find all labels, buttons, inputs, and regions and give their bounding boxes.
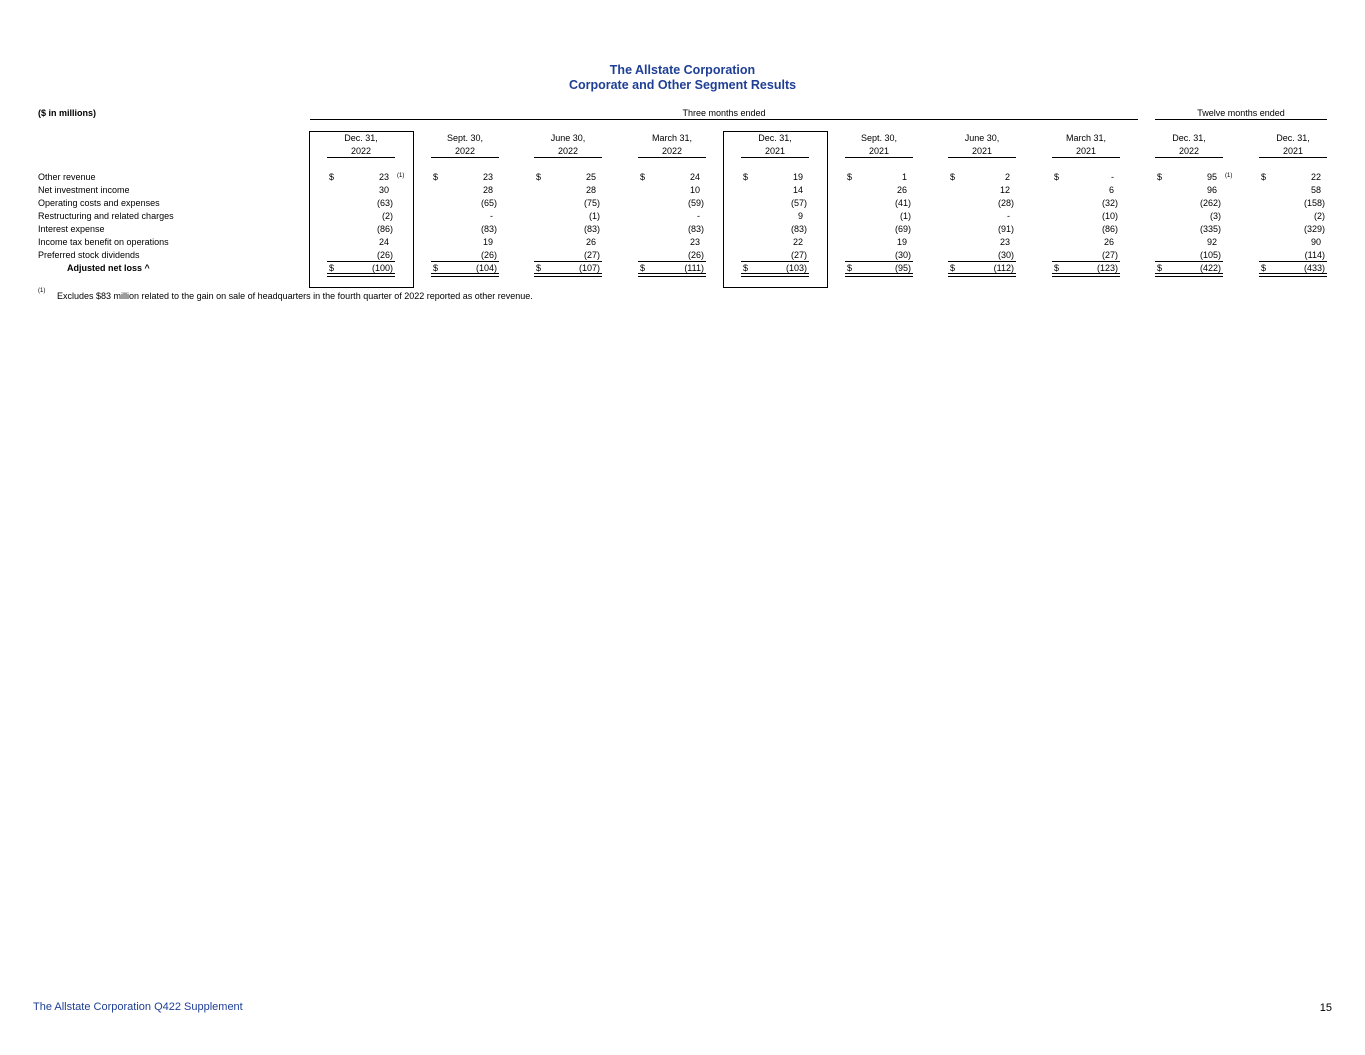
total-double-rule: [845, 273, 913, 277]
currency-symbol: $: [433, 263, 439, 273]
value-cell: 14: [792, 185, 803, 195]
value-cell: (26): [687, 250, 704, 260]
value-cell: (2): [382, 211, 393, 221]
column-period: March 31,: [1065, 133, 1107, 143]
value-cell: 23: [378, 172, 389, 182]
value-cell: (27): [583, 250, 600, 260]
value-cell: 12: [999, 185, 1010, 195]
row-label: Other revenue: [38, 172, 96, 182]
total-value-cell: (111): [684, 263, 704, 273]
currency-symbol: $: [743, 263, 749, 273]
row-label: Net investment income: [38, 185, 130, 195]
column-header: [638, 132, 706, 158]
currency-symbol: $: [640, 172, 646, 182]
value-cell: 25: [585, 172, 596, 182]
value-cell: (3): [1210, 211, 1221, 221]
value-cell: 28: [482, 185, 493, 195]
value-cell: 19: [792, 172, 803, 182]
column-year: 2022: [350, 146, 372, 156]
row-label: Interest expense: [38, 224, 105, 234]
column-header-rule: [1155, 157, 1223, 158]
value-cell: 6: [1108, 185, 1114, 195]
value-cell: -: [697, 211, 700, 221]
value-cell: 9: [797, 211, 803, 221]
column-header-rule: [1052, 157, 1120, 158]
currency-symbol: $: [1261, 172, 1267, 182]
footnote-text: Excludes $83 million related to the gain on sale of headquarters in the fourth quarter of 2022 reported as other revenue.: [57, 291, 533, 301]
value-cell: (105): [1199, 250, 1221, 260]
subtotal-rule: [1259, 261, 1327, 262]
report-title: Corporate and Other Segment Results: [568, 78, 797, 92]
value-cell: 30: [378, 185, 389, 195]
column-year: 2022: [1178, 146, 1200, 156]
subtotal-rule: [948, 261, 1016, 262]
row-label: Preferred stock dividends: [38, 250, 140, 260]
value-cell: (10): [1101, 211, 1118, 221]
total-value-cell: (107): [578, 263, 600, 273]
subtotal-rule: [534, 261, 602, 262]
total-value-cell: (95): [894, 263, 911, 273]
column-header: [327, 132, 395, 158]
column-period: Dec. 31,: [1276, 133, 1310, 143]
column-period: March 31,: [651, 133, 693, 143]
total-value-cell: (103): [785, 263, 807, 273]
value-cell: 96: [1206, 185, 1217, 195]
value-cell: (1): [589, 211, 600, 221]
footnote-ref: (1): [397, 173, 405, 179]
currency-symbol: $: [1157, 172, 1163, 182]
footnote-ref: (1): [1225, 173, 1233, 179]
value-cell: (1): [900, 211, 911, 221]
total-value-cell: (112): [993, 263, 1014, 273]
column-header-rule: [948, 157, 1016, 158]
total-double-rule: [1052, 273, 1120, 277]
row-label: Restructuring and related charges: [38, 211, 174, 221]
value-cell: (114): [1304, 250, 1325, 260]
total-value-cell: (104): [475, 263, 497, 273]
value-cell: (65): [480, 198, 497, 208]
column-header: [431, 132, 499, 158]
value-cell: 26: [896, 185, 907, 195]
group-rule-twelve-months: [1155, 119, 1327, 120]
value-cell: -: [1111, 172, 1114, 182]
value-cell: 95: [1206, 172, 1217, 182]
total-double-rule: [431, 273, 499, 277]
value-cell: 23: [999, 237, 1010, 247]
value-cell: 23: [689, 237, 700, 247]
value-cell: (83): [480, 224, 497, 234]
currency-symbol: $: [536, 263, 542, 273]
currency-symbol: $: [433, 172, 439, 182]
footer-document-name: The Allstate Corporation Q422 Supplement: [33, 1001, 243, 1013]
column-header-rule: [431, 157, 499, 158]
value-cell: (91): [997, 224, 1014, 234]
currency-symbol: $: [1261, 263, 1267, 273]
column-year: 2022: [661, 146, 683, 156]
group-label-twelve-months: Twelve months ended: [1197, 108, 1285, 118]
column-year: 2021: [1075, 146, 1097, 156]
column-header: [534, 132, 602, 158]
column-period: Sept. 30,: [860, 133, 898, 143]
subtotal-rule: [638, 261, 706, 262]
value-cell: (329): [1303, 224, 1325, 234]
value-cell: 19: [896, 237, 907, 247]
currency-symbol: $: [847, 172, 853, 182]
value-cell: (69): [894, 224, 911, 234]
value-cell: (75): [583, 198, 600, 208]
value-cell: -: [490, 211, 493, 221]
value-cell: (26): [376, 250, 393, 260]
value-cell: (26): [480, 250, 497, 260]
value-cell: 10: [689, 185, 700, 195]
value-cell: (28): [997, 198, 1014, 208]
row-label: Income tax benefit on operations: [38, 237, 169, 247]
currency-symbol: $: [329, 172, 335, 182]
value-cell: (83): [687, 224, 704, 234]
value-cell: (158): [1303, 198, 1325, 208]
value-cell: -: [1007, 211, 1010, 221]
value-cell: (27): [790, 250, 807, 260]
subtotal-rule: [1052, 261, 1120, 262]
value-cell: (2): [1314, 211, 1325, 221]
column-period: June 30,: [550, 133, 586, 143]
total-value-cell: (123): [1096, 263, 1118, 273]
column-header-rule: [1259, 157, 1327, 158]
value-cell: (30): [894, 250, 911, 260]
column-year: 2021: [868, 146, 890, 156]
column-header: [1052, 132, 1120, 158]
total-row-label: Adjusted net loss ^: [67, 263, 150, 273]
value-cell: 24: [689, 172, 700, 182]
column-year: 2021: [971, 146, 993, 156]
currency-symbol: $: [1157, 263, 1163, 273]
column-header-rule: [638, 157, 706, 158]
value-cell: 26: [1103, 237, 1114, 247]
value-cell: (86): [1101, 224, 1118, 234]
column-period: Dec. 31,: [344, 133, 378, 143]
column-header: [948, 132, 1016, 158]
column-header-rule: [845, 157, 913, 158]
value-cell: (335): [1199, 224, 1221, 234]
total-double-rule: [534, 273, 602, 277]
group-rule-three-months: [310, 119, 1138, 120]
total-double-rule: [327, 273, 395, 277]
total-double-rule: [741, 273, 809, 277]
value-cell: (41): [894, 198, 911, 208]
group-label-three-months: Three months ended: [682, 108, 766, 118]
column-header-rule: [741, 157, 809, 158]
subtotal-rule: [431, 261, 499, 262]
column-header: [1155, 132, 1223, 158]
value-cell: (86): [376, 224, 393, 234]
currency-symbol: $: [536, 172, 542, 182]
value-cell: 90: [1310, 237, 1321, 247]
column-period: Dec. 31,: [758, 133, 792, 143]
value-cell: 2: [1004, 172, 1010, 182]
total-double-rule: [948, 273, 1016, 277]
column-year: 2022: [454, 146, 476, 156]
value-cell: 92: [1206, 237, 1217, 247]
total-value-cell: (100): [371, 263, 393, 273]
currency-symbol: $: [640, 263, 646, 273]
value-cell: 22: [1310, 172, 1321, 182]
footer-page-number: 15: [1319, 1002, 1332, 1014]
column-header: [845, 132, 913, 158]
company-title: The Allstate Corporation: [609, 63, 756, 77]
column-header-rule: [534, 157, 602, 158]
value-cell: 58: [1310, 185, 1321, 195]
column-period: Dec. 31,: [1172, 133, 1206, 143]
value-cell: (59): [687, 198, 704, 208]
value-cell: 19: [482, 237, 493, 247]
value-cell: (83): [790, 224, 807, 234]
total-value-cell: (422): [1199, 263, 1221, 273]
currency-symbol: $: [950, 172, 956, 182]
units-label: ($ in millions): [38, 108, 97, 118]
value-cell: (83): [583, 224, 600, 234]
total-value-cell: (433): [1303, 263, 1325, 273]
value-cell: (57): [790, 198, 807, 208]
value-cell: (32): [1101, 198, 1118, 208]
column-period: June 30,: [964, 133, 1000, 143]
subtotal-rule: [1155, 261, 1223, 262]
value-cell: 1: [901, 172, 907, 182]
subtotal-rule: [845, 261, 913, 262]
value-cell: 23: [482, 172, 493, 182]
total-double-rule: [1155, 273, 1223, 277]
column-year: 2021: [1282, 146, 1304, 156]
value-cell: 22: [792, 237, 803, 247]
currency-symbol: $: [743, 172, 749, 182]
footnote-marker: (1): [38, 288, 46, 294]
value-cell: 26: [585, 237, 596, 247]
currency-symbol: $: [1054, 172, 1060, 182]
currency-symbol: $: [847, 263, 853, 273]
column-period: Sept. 30,: [446, 133, 484, 143]
value-cell: (27): [1101, 250, 1118, 260]
column-header-rule: [327, 157, 395, 158]
value-cell: (262): [1199, 198, 1221, 208]
subtotal-rule: [327, 261, 395, 262]
row-label: Operating costs and expenses: [38, 198, 160, 208]
total-double-rule: [1259, 273, 1327, 277]
total-double-rule: [638, 273, 706, 277]
value-cell: (63): [376, 198, 393, 208]
currency-symbol: $: [329, 263, 335, 273]
column-year: 2022: [557, 146, 579, 156]
value-cell: 24: [378, 237, 389, 247]
column-header: [741, 132, 809, 158]
value-cell: 28: [585, 185, 596, 195]
value-cell: (30): [997, 250, 1014, 260]
currency-symbol: $: [950, 263, 956, 273]
column-year: 2021: [764, 146, 786, 156]
currency-symbol: $: [1054, 263, 1060, 273]
subtotal-rule: [741, 261, 809, 262]
column-header: [1259, 132, 1327, 158]
